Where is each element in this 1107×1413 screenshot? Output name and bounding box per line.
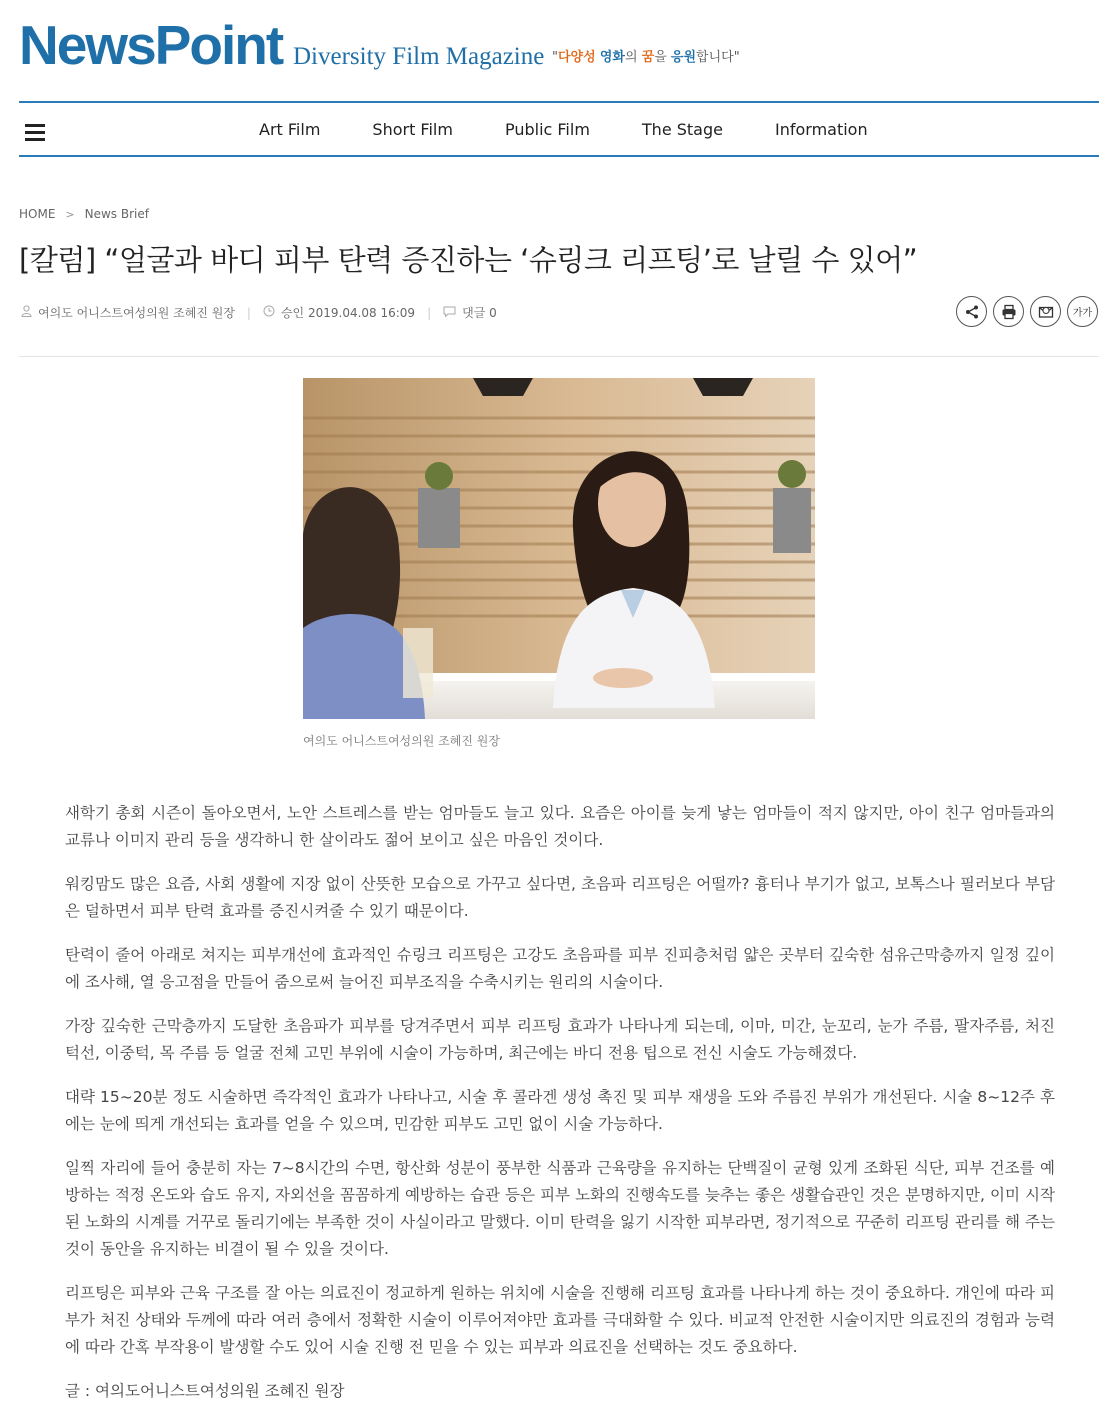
article-photo <box>303 378 815 719</box>
slogan-word: 꿈 <box>641 50 655 65</box>
article-body <box>65 800 1055 1413</box>
slogan-close-quote: " <box>733 50 740 65</box>
slogan-word: 응원 <box>670 50 697 65</box>
divider <box>19 356 1099 357</box>
breadcrumb-section[interactable]: News Brief <box>84 207 149 221</box>
nav-items <box>259 103 920 155</box>
slogan-open-quote: " <box>552 50 558 65</box>
photo-caption: 여의도 어니스트여성의원 조혜진 원장 <box>303 734 500 748</box>
slogan-word: 다양성 <box>557 50 596 65</box>
breadcrumb <box>19 207 149 221</box>
breadcrumb-separator: > <box>65 207 75 221</box>
email-icon[interactable] <box>1030 296 1061 327</box>
slogan-word: 영화 <box>599 50 625 65</box>
slogan-word: 합니다 <box>696 50 734 65</box>
site-slogan <box>552 47 740 69</box>
breadcrumb-home[interactable]: HOME <box>19 207 56 221</box>
nav-item-art-film[interactable]: Art Film <box>259 119 321 139</box>
comment-count[interactable]: 댓글 0 <box>462 306 497 320</box>
article-paragraph: 가장 깊숙한 근막층까지 도달한 초음파가 피부를 당겨주면서 피부 리프팅 효과가 나타나게 되는데, 이마, 미간, 눈꼬리, 눈가 주름, 팔자주름, 처진 턱선, 이중턱, 목 주름 등 얼굴 전체 고민 부위에 시술이 가능하며, 최근에는 바디 전용 팁으로 전신 시술도 가능해졌다. <box>65 1017 1055 1062</box>
nav-item-information[interactable]: Information <box>774 119 868 139</box>
article-paragraph: 새학기 총회 시즌이 돌아오면서, 노안 스트레스를 받는 엄마들도 늘고 있다. 요즘은 아이를 늦게 낳는 엄마들이 적지 않지만, 아이 친구 엄마들과의 교류나 이미지 관리 등을 생각하니 한 살이라도 젊어 보이고 싶은 마음인 것이다. <box>65 804 1055 849</box>
main-nav <box>19 101 1099 157</box>
menu-icon[interactable] <box>25 124 45 140</box>
article-paragraph: 탄력이 줄어 아래로 쳐지는 피부개선에 효과적인 슈링크 리프팅은 고강도 초음파를 피부 진피층처럼 얇은 곳부터 깊숙한 섬유근막층까지 일정 깊이에 조사해, 열 응고점을 만들어 줌으로써 늘어진 피부조직을 수축시키는 원리의 시술이다. <box>65 946 1055 991</box>
article-paragraph: 대략 15~20분 정도 시술하면 즉각적인 효과가 나타나고, 시술 후 콜라겐 생성 촉진 및 피부 재생을 도와 주름진 부위가 개선된다. 시술 8~12주 후에는 눈에 띄게 개선되는 효과를 얻을 수 있으며, 민감한 피부도 고민 없이 시술 가능하다. <box>65 1088 1055 1133</box>
nav-item-short-film[interactable]: Short Film <box>372 119 453 139</box>
user-icon <box>21 305 32 320</box>
share-icon[interactable] <box>956 296 987 327</box>
article-paragraph: 일찍 자리에 들어 충분히 자는 7~8시간의 수면, 항산화 성분이 풍부한 식품과 근육량을 유지하는 단백질이 균형 있게 조화된 식단, 피부 건조를 예방하는 적정 온도와 습도 유지, 자외선을 꼼꼼하게 예방하는 습관 등은 피부 노화의 진행속도를 늦추는 좋은 생활습관인 것은 분명하지만, 이미 시작된 노화의 시계를 거꾸로 돌리기에는 부족한 것이 사실이라고 말했다. 이미 탄력을 잃기 시작한 피부라면, 정기적으로 꾸준히 리프팅 관리를 해 주는 것이 동안을 유지하는 비결이 될 수 있을 것이다. <box>65 1159 1055 1258</box>
clock-icon <box>263 305 275 320</box>
nav-item-public-film[interactable]: Public Film <box>504 119 590 139</box>
article-title: [칼럼] “얼굴과 바디 피부 탄력 증진하는 ‘슈링크 리프팅’로 날릴 수 있어” <box>19 243 918 277</box>
slogan-word: 을 <box>654 50 671 65</box>
site-subtitle: Diversity Film Magazine <box>293 43 545 70</box>
print-icon[interactable] <box>993 296 1024 327</box>
article-meta: 여의도 어니스트여성의원 조혜진 원장 | 승인 2019.04.08 16:09 | 댓글 0 <box>21 304 497 321</box>
article-paragraph: 리프팅은 피부와 근육 구조를 잘 아는 의료진이 정교하게 원하는 위치에 시술을 진행해 리프팅 효과를 나타나게 하는 것이 중요하다. 개인에 따라 피부가 처진 상태와 두께에 따라 여러 층에서 정확한 시술이 이루어져야만 효과를 극대화할 수 있다. 비교적 안전한 시술이지만 의료진의 경험과 능력에 따라 간혹 부작용이 발생할 수도 있어 시술 진행 전 믿을 수 있는 피부과 의료진을 선택하는 것도 중요하다. <box>65 1284 1055 1356</box>
nav-item-the-stage[interactable]: The Stage <box>641 119 723 139</box>
font-size-label: 가가 <box>1072 308 1093 319</box>
slogan-word: 의 <box>624 50 642 65</box>
article-tools <box>956 296 1104 327</box>
article-paragraph: 워킹맘도 많은 요즘, 사회 생활에 지장 없이 산뜻한 모습으로 가꾸고 싶다면, 초음파 리프팅은 어떨까? 흉터나 부기가 없고, 보톡스나 필러보다 부담은 덜하면서 피부 탄력 효과를 증진시켜줄 수 있기 때문이다. <box>65 875 1055 920</box>
article-date: 승인 2019.04.08 16:09 <box>280 306 416 320</box>
comment-icon <box>443 306 456 320</box>
site-logo[interactable]: NewsPoint <box>19 14 283 76</box>
masthead <box>19 16 1099 76</box>
article-author: 여의도 어니스트여성의원 조혜진 원장 <box>38 306 235 320</box>
font-size-icon[interactable] <box>1067 296 1098 327</box>
article-byline: 글 : 여의도어니스트여성의원 조혜진 원장 <box>65 1382 345 1400</box>
